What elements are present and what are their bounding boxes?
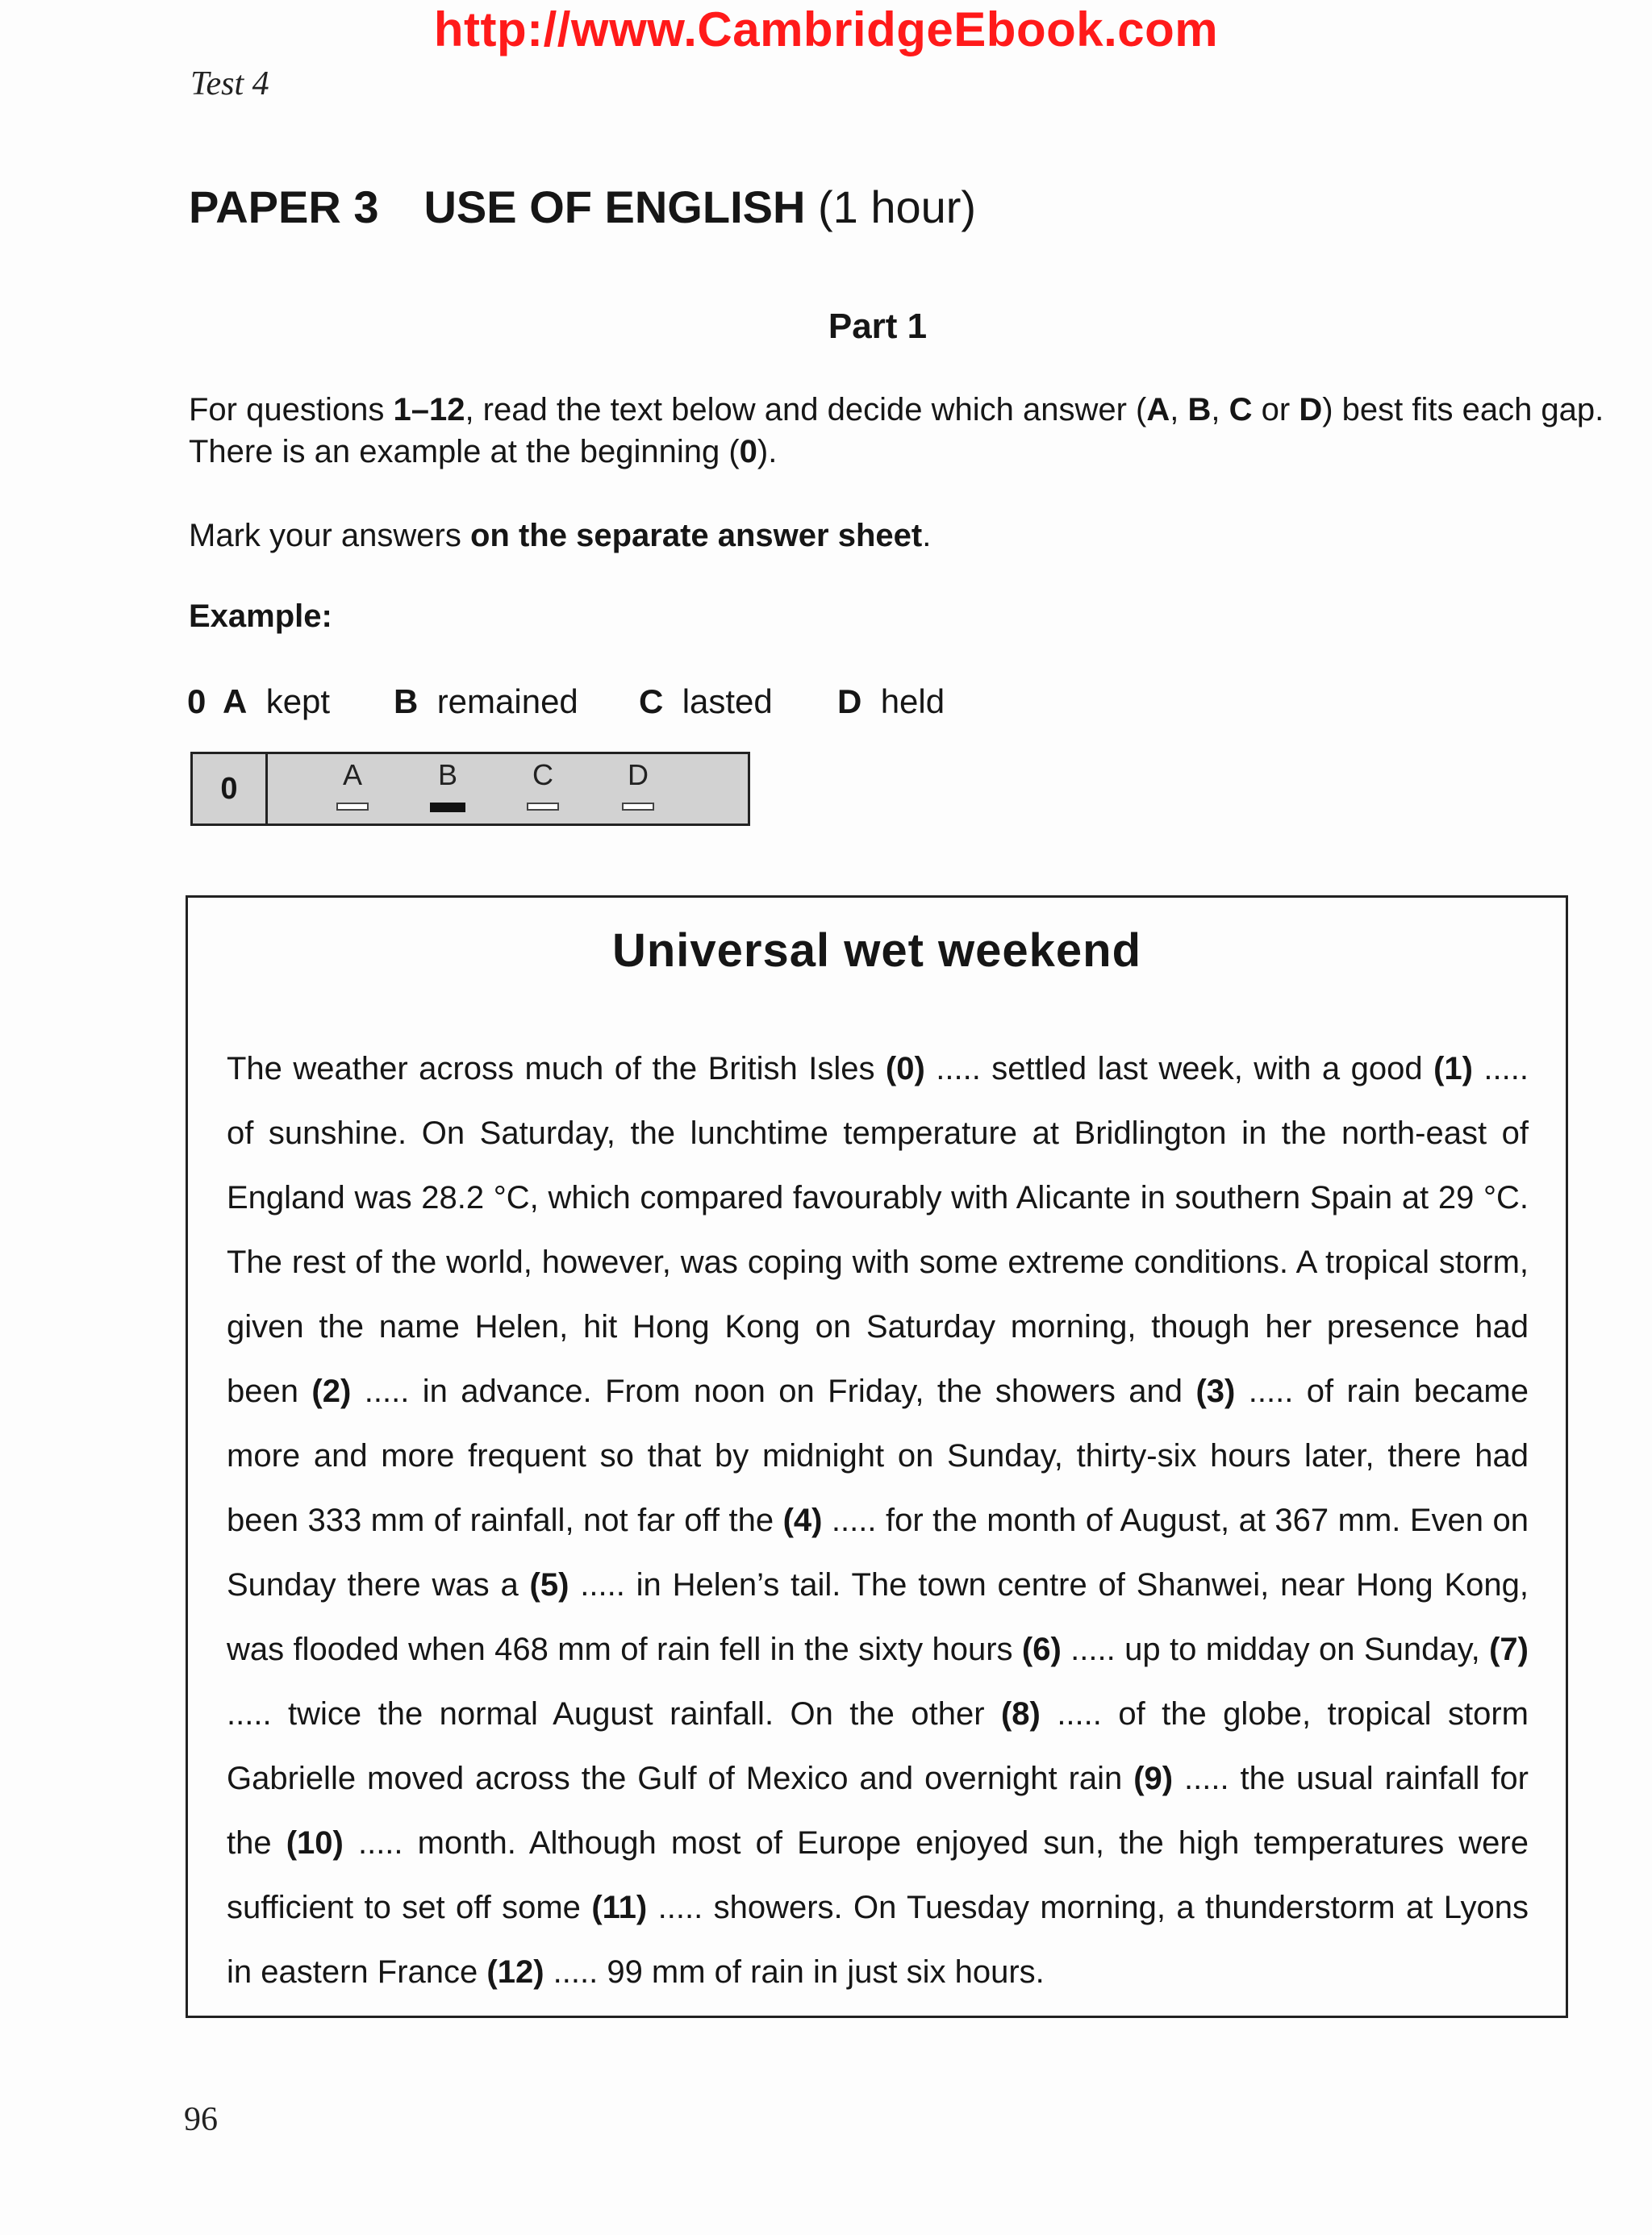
gap-number: (4) bbox=[782, 1503, 823, 1538]
gap-number: (11) bbox=[591, 1890, 648, 1925]
passage-segment: ..... up to midday on Sunday, bbox=[1061, 1632, 1490, 1667]
answer-lozenge-b-selected[interactable] bbox=[430, 803, 465, 812]
example-answer-grid bbox=[190, 752, 750, 826]
passage-segment: ..... in advance. From noon on Friday, the showers and bbox=[351, 1374, 1196, 1409]
gap-number: (12) bbox=[486, 1954, 544, 1990]
example-option-number: 0 bbox=[187, 682, 206, 720]
gap-number: (9) bbox=[1133, 1761, 1174, 1796]
example-label: Example: bbox=[189, 598, 332, 634]
passage-segment: ..... for the month of August, at 367 mm. Even on Sunday there was a bbox=[227, 1503, 1529, 1603]
example-option-a: A kept bbox=[223, 682, 331, 720]
instructions-line-1: For questions 1–12, read the text below and decide which answer (A, B, C or D) best fits each gap. bbox=[189, 392, 1604, 427]
part-title: Part 1 bbox=[828, 306, 928, 346]
passage-segment: The weather across much of the British Isles bbox=[227, 1051, 886, 1086]
answer-option-d[interactable] bbox=[614, 759, 662, 811]
passage-segment: ..... in Helen’s tail. The town centre of Shanwei, near Hong Kong, was flooded when 468 mm of rain fell in the sixty hours bbox=[227, 1567, 1529, 1667]
answer-option-b[interactable] bbox=[423, 759, 472, 812]
gap-number: (8) bbox=[1000, 1696, 1041, 1732]
gap-number: (6) bbox=[1021, 1632, 1062, 1667]
watermark-url: http://www.CambridgeEbook.com bbox=[433, 2, 1219, 56]
passage-text bbox=[227, 1036, 1529, 2004]
passage-segment: ..... of rain became more and more frequent so that by midnight on Sunday, thirty-six hours later, there had been 333 mm of rainfall, not far off the bbox=[227, 1374, 1529, 1538]
passage-segment: ..... settled last week, with a good bbox=[924, 1051, 1434, 1086]
gap-number: (1) bbox=[1433, 1051, 1473, 1086]
page-number: 96 bbox=[184, 2101, 218, 2138]
passage-title: Universal wet weekend bbox=[611, 924, 1142, 977]
passage-box bbox=[186, 895, 1568, 2018]
answer-option-letter: D bbox=[628, 758, 649, 791]
passage-segment: ..... the usual rainfall for the bbox=[227, 1761, 1529, 1861]
answer-option-c[interactable] bbox=[519, 759, 567, 811]
answer-grid-question-number: 0 bbox=[193, 754, 268, 824]
gap-number: (5) bbox=[529, 1567, 569, 1603]
example-option-d: D held bbox=[837, 682, 945, 720]
answer-lozenge-d[interactable] bbox=[622, 803, 654, 811]
gap-number: (2) bbox=[311, 1374, 352, 1409]
answer-option-letter: C bbox=[532, 758, 553, 791]
example-option-b: B remained bbox=[394, 682, 578, 720]
passage-segment: ..... 99 mm of rain in just six hours. bbox=[544, 1954, 1045, 1990]
answer-option-letter: B bbox=[437, 758, 457, 791]
paper-number: PAPER 3 bbox=[189, 181, 379, 232]
answer-lozenge-c[interactable] bbox=[527, 803, 559, 811]
gap-number: (0) bbox=[885, 1051, 925, 1086]
paper-name: USE OF ENGLISH bbox=[423, 181, 806, 232]
passage-segment: ..... twice the normal August rainfall. On the other bbox=[227, 1696, 1001, 1732]
example-option-c: C lasted bbox=[639, 682, 773, 720]
gap-number: (10) bbox=[286, 1825, 344, 1861]
passage-segment: ..... month. Although most of Europe enjoyed sun, the high temperatures were sufficient to set off some bbox=[227, 1825, 1529, 1925]
paper-duration: (1 hour) bbox=[817, 181, 977, 232]
passage-segment: ..... of sunshine. On Saturday, the lunchtime temperature at Bridlington in the north-east of England was 28.2 °C, which compared favourably with Alicante in southern Spain at 29 °C. The rest of the world, however, was coping with some extreme conditions. A tropical storm, given the name Helen, hit Hong Kong on Saturday morning, though her presence had been bbox=[227, 1051, 1529, 1409]
running-head: Test 4 bbox=[190, 65, 269, 102]
answer-option-letter: A bbox=[342, 758, 362, 791]
passage-segment: ..... of the globe, tropical storm Gabrielle moved across the Gulf of Mexico and overnight rain bbox=[227, 1696, 1529, 1796]
answer-option-a[interactable] bbox=[328, 759, 377, 811]
gap-number: (3) bbox=[1195, 1374, 1236, 1409]
mark-answers-instruction: Mark your answers on the separate answer sheet. bbox=[189, 518, 932, 553]
paper-title bbox=[189, 181, 976, 233]
passage-segment: ..... showers. On Tuesday morning, a thunderstorm at Lyons in eastern France bbox=[227, 1890, 1529, 1990]
gap-number: (7) bbox=[1489, 1632, 1529, 1667]
answer-lozenge-a[interactable] bbox=[336, 803, 369, 811]
instructions-line-2: There is an example at the beginning (0). bbox=[189, 434, 778, 469]
